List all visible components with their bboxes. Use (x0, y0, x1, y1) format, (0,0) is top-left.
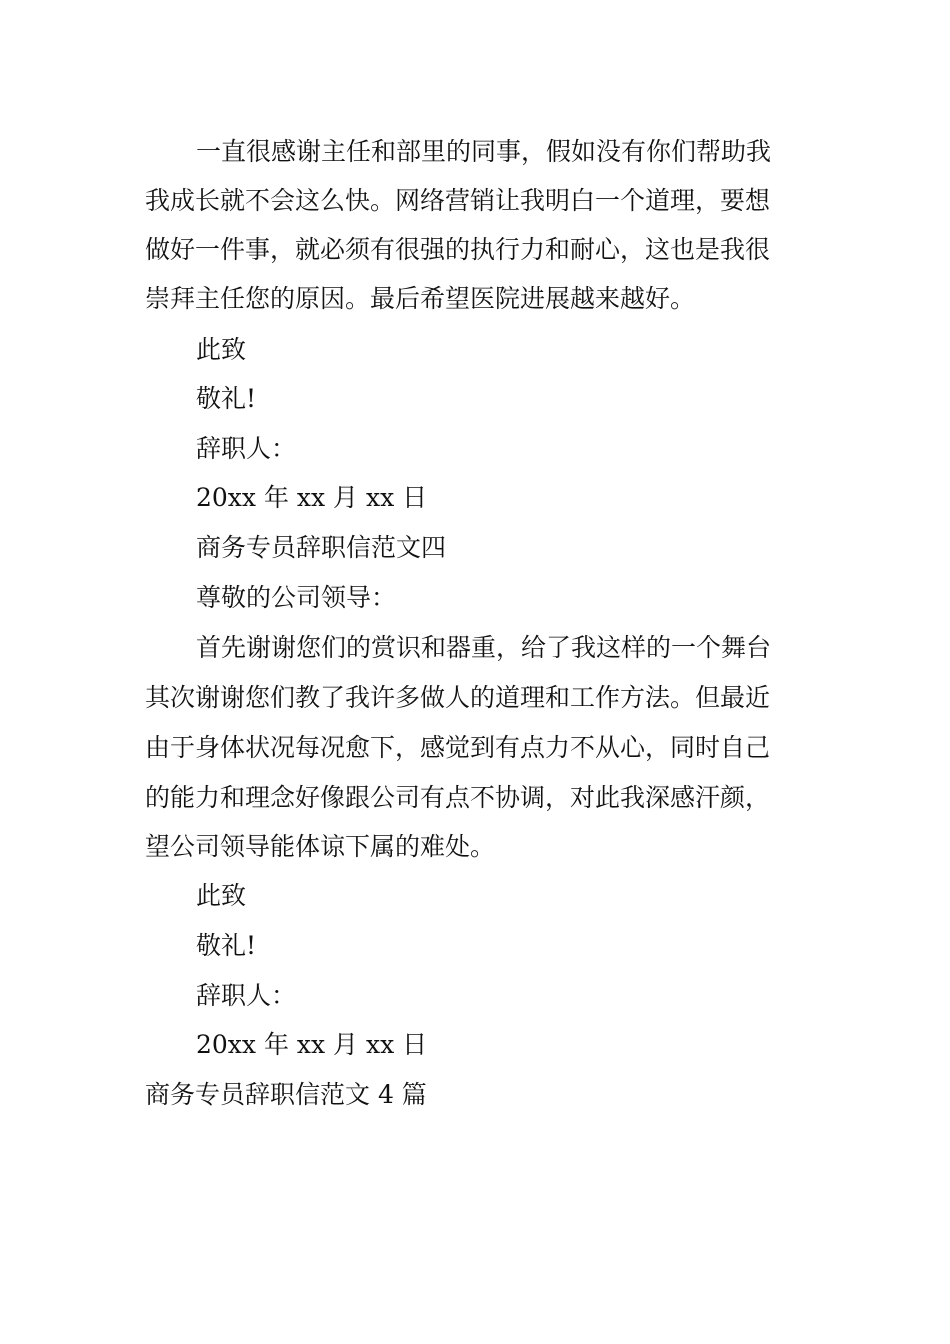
greeting: 尊敬的公司领导： (196, 583, 397, 612)
paragraph-line: 其次谢谢您们教了我许多做人的道理和工作方法。但最近 (145, 683, 771, 712)
paragraph-line: 做好一件事，就必须有很强的执行力和耐心，这也是我很 (145, 235, 771, 264)
closing-regards: 敬礼! (196, 931, 257, 960)
paragraph-line: 首先谢谢您们的赏识和器重，给了我这样的一个舞台 (196, 633, 772, 662)
closing-regards: 敬礼! (196, 384, 257, 413)
paragraph-line: 我成长就不会这么快。网络营销让我明白一个道理，要想 (145, 186, 771, 215)
signature-label: 辞职人： (196, 981, 297, 1010)
closing-salutation: 此致 (196, 881, 247, 910)
footer-title: 商务专员辞职信范文 4 篇 (145, 1080, 427, 1109)
paragraph-line: 一直很感谢主任和部里的同事，假如没有你们帮助我 (196, 137, 772, 166)
signature-label: 辞职人： (196, 434, 297, 463)
paragraph-line: 的能力和理念好像跟公司有点不协调，对此我深感汗颜， (145, 783, 771, 812)
paragraph-line: 望公司领导能体谅下属的难处。 (145, 832, 496, 861)
paragraph-line: 由于身体状况每况愈下，感觉到有点力不从心，同时自己 (145, 733, 771, 762)
closing-salutation: 此致 (196, 335, 247, 364)
section-heading: 商务专员辞职信范文四 (196, 533, 447, 562)
date-line: 20xx 年 xx 月 xx 日 (196, 1030, 428, 1059)
paragraph-line: 崇拜主任您的原因。最后希望医院进展越来越好。 (145, 284, 696, 313)
date-line: 20xx 年 xx 月 xx 日 (196, 483, 428, 512)
